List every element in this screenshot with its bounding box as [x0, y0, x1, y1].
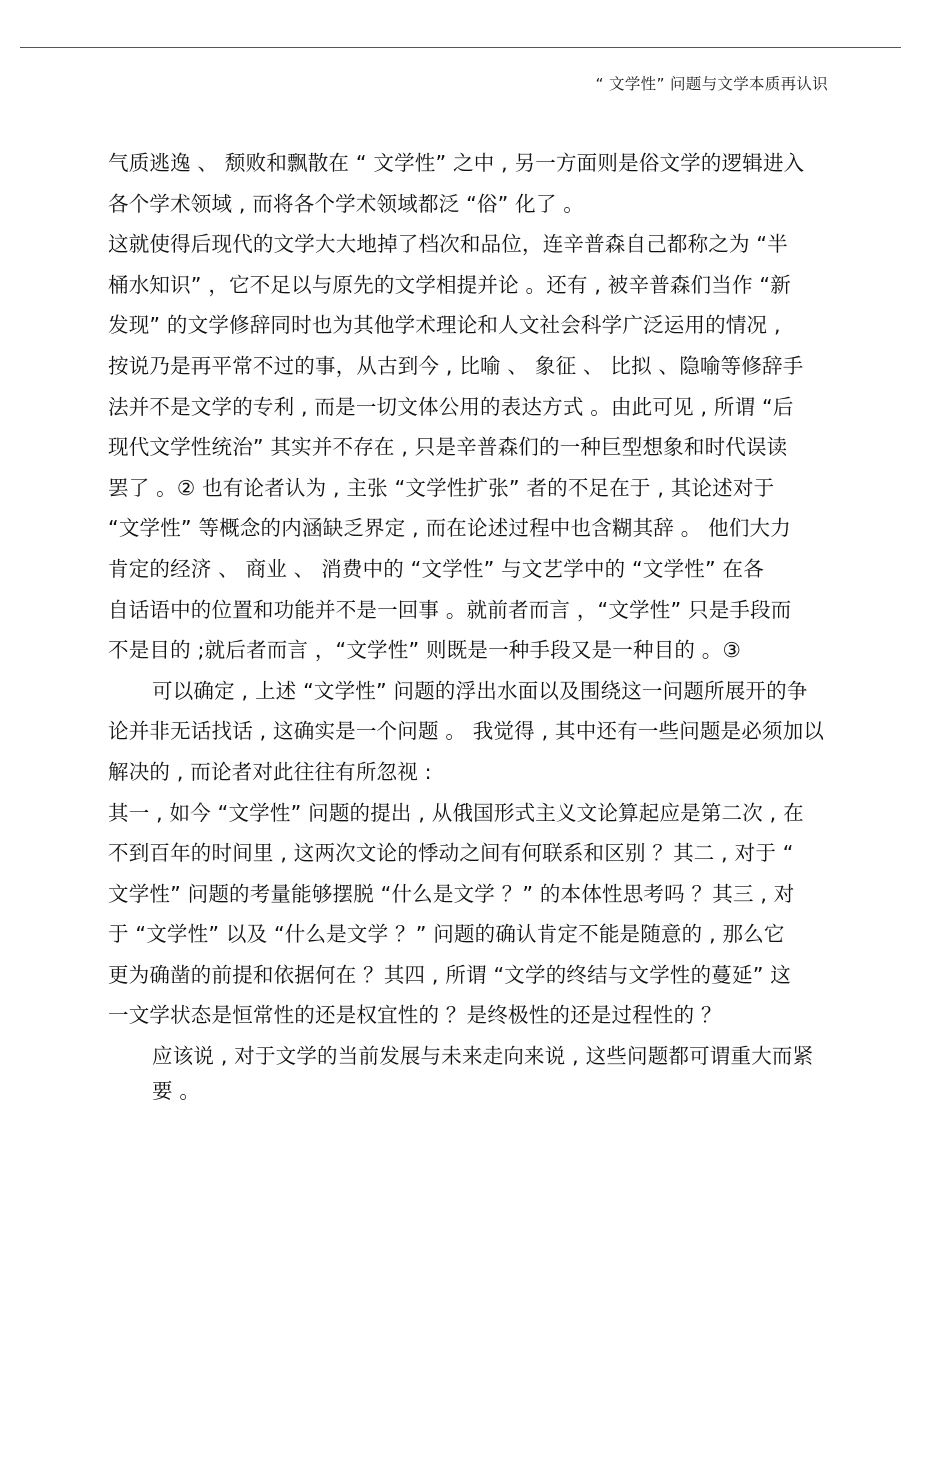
text-line: 气质逃逸 、 颓败和飘散在 “ 文学性” 之中 , 另一方面则是俗文学的逻辑进入 — [108, 151, 805, 175]
text-line: 应该说 , 对于文学的当前发展与未来走向来说 , 这些问题都可谓重大而紧 — [152, 1044, 814, 1069]
text-line: 发现” 的文学修辞同时也为其他学术理论和人文社会科学广泛运用的情况 , — [108, 313, 781, 338]
body-text — [108, 143, 848, 1106]
text-line: 文学性” 问题的考量能够摆脱 “什么是文学 ？” 的本体性思考吗 ？其三 , 对 — [108, 881, 795, 906]
text-line: 要 。 — [152, 1078, 201, 1103]
text-line: 一文学状态是恒常性的还是权宜性的 ？是终极性的还是过程性的 ？ — [108, 1003, 722, 1028]
text-line: 不到百年的时间里 , 这两次文论的悸动之间有何联系和区别 ？其二 , 对于 “ — [108, 841, 794, 866]
text-line: 解决的 , 而论者对此往往有所忽视 : — [108, 759, 432, 784]
text-line: 现代文学性统治” 其实并不存在 , 只是辛普森们的一种巨型想象和时代误读 — [108, 435, 788, 460]
text-line: 肯定的经济 、 商业 、 消费中的 “文学性” 与文艺学中的 “文学性” 在各 — [108, 556, 764, 581]
text-line: 自话语中的位置和功能并不是一回事 。就前者而言 ，“文学性” 只是手段而 — [108, 597, 792, 622]
running-header: “ 文学性” 问题与文学本质再认识 — [595, 75, 828, 93]
text-line: 罢了 。② 也有论者认为 , 主张 “文学性扩张” 者的不足在于 , 其论述对于 — [108, 475, 775, 500]
text-line: 可以确定 , 上述 “文学性” 问题的浮出水面以及围绕这一问题所展开的争 — [152, 678, 808, 703]
text-line: 更为确凿的前提和依据何在 ？其四 , 所谓 “文学的终结与文学性的蔓延” 这 — [108, 962, 791, 987]
header-rule — [20, 47, 901, 48]
text-line: 法并不是文学的专利 , 而是一切文体公用的表达方式 。由此可见 , 所谓 “后 — [108, 394, 794, 419]
text-line: 于 “文学性” 以及 “什么是文学 ？” 问题的确认肯定不能是随意的 , 那么它 — [108, 922, 785, 947]
text-line: 其一 , 如今 “文学性” 问题的提出 , 从俄国形式主义文论算起应是第二次 , 在 — [108, 800, 804, 825]
text-line: 各个学术领域 , 而将各个学术领域都泛 “俗” 化了 。 — [108, 191, 584, 216]
text-line: 按说乃是再平常不过的事，从古到今 , 比喻 、 象征 、 比拟 、隐喻等修辞手 — [108, 353, 804, 378]
text-line: 桶水知识” ，它不足以与原先的文学相提并论 。还有 , 被辛普森们当作 “新 — [108, 272, 791, 297]
text-line: “文学性” 等概念的内涵缺乏界定 , 而在论述过程中也含糊其辞 。 他们大力 — [108, 516, 791, 541]
text-line: 论并非无话找话 , 这确实是一个问题 。 我觉得 , 其中还有一些问题是必须加以 — [108, 719, 825, 744]
text-line: 不是目的 ;就后者而言 ，“文学性” 则既是一种手段又是一种目的 。③ — [108, 638, 742, 663]
text-line: 这就使得后现代的文学大大地掉了档次和品位，连辛普森自己都称之为 “半 — [108, 232, 788, 257]
